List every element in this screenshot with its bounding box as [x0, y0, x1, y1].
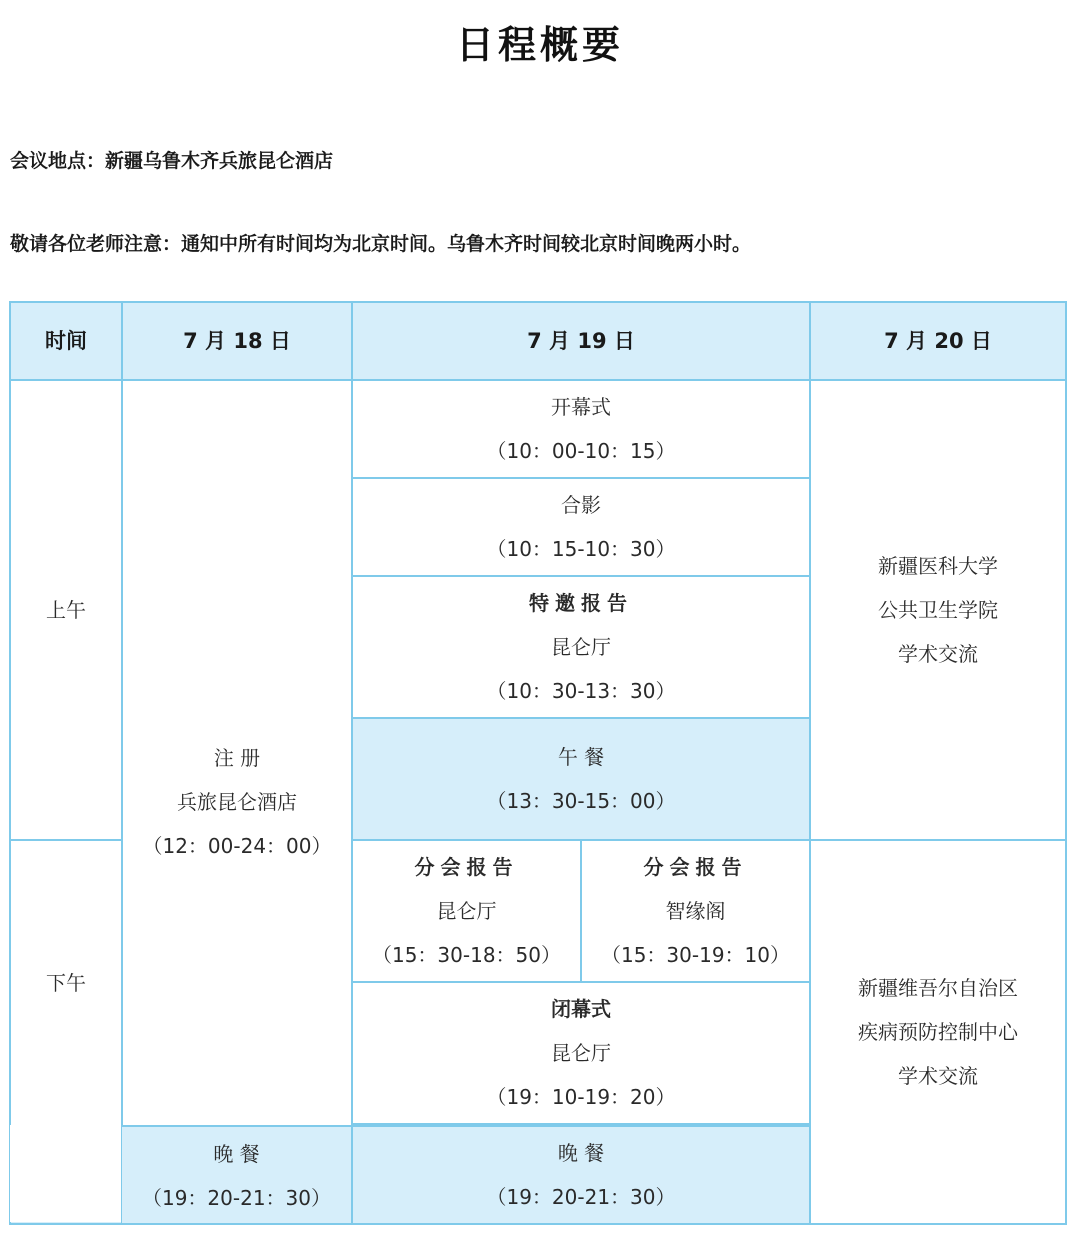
- session-a-place: 昆仑厅: [436, 899, 497, 923]
- day2-dinner-time: （19：20-21：30）: [486, 1185, 676, 1209]
- photo-title: 合影: [561, 493, 601, 517]
- period-afternoon: 下午: [10, 840, 122, 1126]
- day1-dinner-cell: [122, 1125, 351, 1223]
- lunch-title: 午 餐: [557, 745, 605, 769]
- photo-time: （10：15-10：30）: [486, 537, 676, 561]
- closing-place: 昆仑厅: [551, 1041, 611, 1065]
- day2-dinner-title: 晚 餐: [557, 1141, 605, 1165]
- day2-closing-cell: [352, 982, 810, 1124]
- day3-afternoon-line3: 学术交流: [898, 1064, 978, 1088]
- period-morning: 上午: [10, 380, 122, 840]
- closing-title: 闭幕式: [551, 997, 611, 1021]
- day2-dinner-cell: [352, 1126, 810, 1224]
- day2-session-a-cell: [352, 840, 581, 982]
- dinner-row-time-blank: [10, 1125, 121, 1222]
- header-day1: 7 月 18 日: [122, 302, 352, 380]
- schedule-table: [9, 301, 1067, 1225]
- day3-morning-line2: 公共卫生学院: [878, 598, 998, 622]
- session-a-title: 分会报告: [414, 855, 519, 879]
- day2-keynote-cell: [352, 576, 810, 718]
- lunch-time: （13：30-15：00）: [486, 789, 676, 813]
- day1-registration-cell: [122, 380, 352, 1224]
- notice-text: 敬请各位老师注意：通知中所有时间均为北京时间。乌鲁木齐时间较北京时间晚两小时。: [10, 233, 752, 255]
- opening-title: 开幕式: [551, 395, 611, 419]
- registration-place: 兵旅昆仑酒店: [177, 790, 297, 814]
- day3-morning-line1: 新疆医科大学: [878, 554, 998, 578]
- day3-afternoon-line2: 疾病预防控制中心: [858, 1020, 1018, 1044]
- session-a-time: （15：30-18：50）: [371, 943, 561, 967]
- day3-afternoon-line1: 新疆维吾尔自治区: [858, 976, 1018, 1000]
- registration-time: （12：00-24：00）: [142, 834, 332, 858]
- keynote-place: 昆仑厅: [551, 635, 611, 659]
- day2-photo-cell: [352, 478, 810, 576]
- closing-time: （19：10-19：20）: [486, 1085, 676, 1109]
- venue-text: 会议地点：新疆乌鲁木齐兵旅昆仑酒店: [10, 150, 334, 172]
- day3-afternoon-cell: [810, 840, 1066, 1224]
- day3-morning-cell: [810, 380, 1066, 840]
- session-b-time: （15：30-19：10）: [600, 943, 790, 967]
- day2-session-b-cell: [581, 840, 810, 982]
- day3-morning-line3: 学术交流: [898, 642, 978, 666]
- day1-dinner-time: （19：20-21：30）: [141, 1186, 331, 1210]
- opening-time: （10：00-10：15）: [486, 439, 676, 463]
- page-title: 日程概要: [455, 23, 624, 67]
- header-time: 时间: [10, 302, 122, 380]
- session-b-title: 分会报告: [643, 855, 748, 879]
- keynote-time: （10：30-13：30）: [486, 679, 676, 703]
- day2-opening-cell: [352, 380, 810, 478]
- header-row: [10, 302, 1066, 380]
- day2-lunch-cell: [352, 718, 810, 840]
- session-b-place: 智缘阁: [665, 899, 726, 923]
- header-day2: 7 月 19 日: [352, 302, 810, 380]
- registration-title: 注 册: [213, 746, 261, 770]
- header-day3: 7 月 20 日: [810, 302, 1066, 380]
- keynote-title: 特邀报告: [529, 591, 633, 615]
- day1-dinner-title: 晚 餐: [213, 1142, 260, 1166]
